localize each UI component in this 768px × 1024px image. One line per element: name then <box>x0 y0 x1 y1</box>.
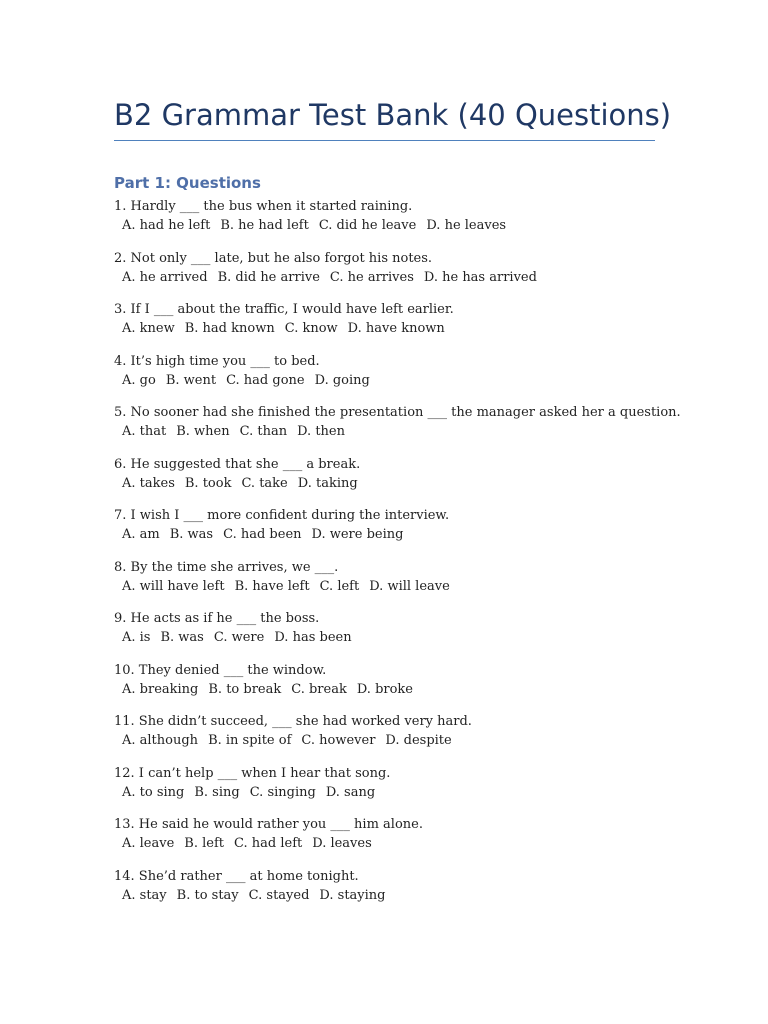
answer-option: D. going <box>314 372 370 388</box>
question-text: 14. She’d rather ___ at home tonight. <box>114 868 359 884</box>
answer-option: B. to stay <box>176 887 239 903</box>
question-text: 9. He acts as if he ___ the boss. <box>114 611 320 626</box>
answer-option: A. go <box>122 372 156 388</box>
answer-option: B. took <box>184 475 232 491</box>
answer-option: D. has been <box>274 630 352 645</box>
answer-option: C. however <box>301 733 376 748</box>
answer-option: D. despite <box>385 733 452 748</box>
answer-options <box>114 474 655 493</box>
question-text: 13. He said he would rather you ___ him alone. <box>114 817 423 832</box>
answer-option: D. have known <box>347 321 445 336</box>
answer-option: D. leaves <box>312 836 372 851</box>
question-list <box>114 197 681 918</box>
answer-option: C. take <box>241 475 288 491</box>
answer-option: C. were <box>213 630 265 645</box>
question-text: 4. It’s high time you ___ to bed. <box>114 353 320 369</box>
answer-option: A. although <box>122 733 199 748</box>
question-item <box>114 712 655 764</box>
answer-option: D. were being <box>311 527 404 542</box>
answer-option: C. break <box>291 681 347 697</box>
answer-option: A. am <box>122 527 160 542</box>
answer-options <box>114 268 655 287</box>
answer-options <box>114 371 655 390</box>
answer-option: B. in spite of <box>208 733 292 748</box>
answer-option: C. had left <box>234 836 303 851</box>
answer-options <box>114 525 655 544</box>
question-item <box>114 455 655 507</box>
answer-option: B. went <box>165 372 217 388</box>
question-text: 1. Hardly ___ the bus when it started raining. <box>114 199 413 214</box>
question-text: 2. Not only ___ late, but he also forgot his notes. <box>114 250 433 266</box>
question-text: 8. By the time she arrives, we ___. <box>114 559 339 575</box>
answer-option: D. staying <box>319 887 386 903</box>
answer-option: A. takes <box>122 475 175 491</box>
answer-option: C. know <box>284 321 338 336</box>
answer-option: D. taking <box>297 475 358 491</box>
answer-options <box>114 628 655 647</box>
question-item <box>114 815 655 867</box>
answer-options <box>114 834 655 853</box>
answer-options <box>114 319 655 338</box>
question-item <box>114 867 655 919</box>
answer-option: A. is <box>122 630 151 645</box>
answer-option: A. will have left <box>122 578 225 594</box>
answer-option: A. stay <box>122 887 167 903</box>
answer-options <box>114 783 655 802</box>
answer-options <box>114 680 655 699</box>
question-item <box>114 764 655 816</box>
question-text: 7. I wish I ___ more confident during the interview. <box>114 508 450 523</box>
answer-options <box>114 216 655 235</box>
answer-option: A. leave <box>122 836 175 851</box>
answer-option: B. was <box>169 527 214 542</box>
answer-option: B. when <box>176 424 230 439</box>
question-item <box>114 352 655 404</box>
answer-option: B. was <box>160 630 204 645</box>
question-item <box>114 558 655 610</box>
answer-option: C. left <box>319 578 360 594</box>
answer-option: D. sang <box>325 784 376 800</box>
question-text: 3. If I ___ about the traffic, I would have left earlier. <box>114 302 454 317</box>
answer-option: D. he has arrived <box>423 269 537 285</box>
answer-option: D. broke <box>356 681 414 697</box>
question-item <box>114 197 655 249</box>
answer-option: B. had known <box>184 321 275 336</box>
question-item <box>114 403 681 455</box>
document-page <box>114 96 681 918</box>
answer-option: B. sing <box>194 784 240 800</box>
answer-option: C. than <box>239 424 288 439</box>
answer-option: D. then <box>297 424 345 439</box>
answer-option: D. he leaves <box>426 218 507 233</box>
question-item <box>114 506 655 558</box>
question-text: 6. He suggested that she ___ a break. <box>114 456 361 472</box>
answer-option: A. that <box>122 424 167 439</box>
question-text: 10. They denied ___ the window. <box>114 662 327 678</box>
answer-option: D. will leave <box>369 578 450 594</box>
answer-option: A. had he left <box>122 218 211 233</box>
question-text: 11. She didn’t succeed, ___ she had worked very hard. <box>114 714 472 729</box>
title-underline <box>114 140 655 141</box>
question-item <box>114 300 655 352</box>
answer-option: A. he arrived <box>122 269 208 285</box>
answer-options <box>114 886 655 905</box>
question-item <box>114 661 655 713</box>
answer-option: C. singing <box>249 784 316 800</box>
answer-options <box>114 577 655 596</box>
answer-option: C. stayed <box>248 887 310 903</box>
answer-option: B. have left <box>234 578 310 594</box>
answer-option: A. to sing <box>122 784 185 800</box>
answer-options <box>114 731 655 750</box>
answer-option: B. left <box>184 836 225 851</box>
question-text: 5. No sooner had she finished the presentation ___ the manager asked her a question. <box>114 405 681 420</box>
answer-option: C. did he leave <box>318 218 417 233</box>
answer-option: B. to break <box>208 681 282 697</box>
answer-options <box>114 422 655 441</box>
question-item <box>114 249 655 301</box>
document-title: B2 Grammar Test Bank (40 Questions) <box>114 98 672 132</box>
answer-option: C. had been <box>223 527 302 542</box>
answer-option: A. knew <box>122 321 175 336</box>
section-heading: Part 1: Questions <box>114 174 261 192</box>
answer-option: C. he arrives <box>329 269 414 285</box>
answer-option: B. he had left <box>220 218 309 233</box>
answer-option: B. did he arrive <box>217 269 320 285</box>
question-text: 12. I can’t help ___ when I hear that song. <box>114 765 391 781</box>
answer-option: A. breaking <box>122 681 199 697</box>
question-item <box>114 609 655 661</box>
answer-option: C. had gone <box>226 372 305 388</box>
